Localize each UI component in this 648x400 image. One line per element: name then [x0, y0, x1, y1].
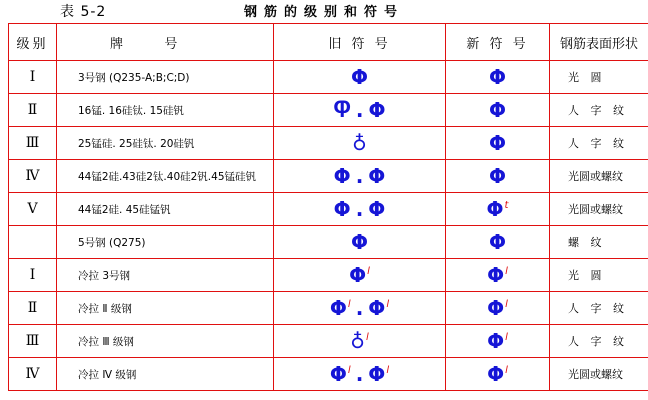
- cold-drawn-mark: l: [505, 299, 508, 311]
- table-row: [9, 94, 648, 127]
- cold-drawn-mark: l: [505, 266, 508, 278]
- header-grade: 级别: [9, 24, 57, 61]
- shape-cell: 螺 纹: [550, 226, 648, 259]
- new-symbol-cell: [446, 226, 550, 259]
- shape-cell: 光 圆: [550, 259, 648, 292]
- brand-cell: 冷拉 Ⅱ 级钢: [57, 292, 274, 325]
- grade-cell: Ⅱ: [9, 292, 57, 325]
- brand-cell: 冷拉 Ⅳ 级钢: [57, 358, 274, 391]
- table-row: [9, 325, 648, 358]
- table-row: [9, 61, 648, 94]
- shape-cell: 人 字 纹: [550, 325, 648, 358]
- brand-cell: 44锰2硅. 45硅锰钒: [57, 193, 274, 226]
- rebar-symbol: Φ: [487, 296, 505, 320]
- table-row: [9, 127, 648, 160]
- rebar-symbol: Φ: [488, 230, 506, 254]
- cold-drawn-mark: l: [505, 365, 508, 377]
- new-symbol-cell: [446, 193, 550, 226]
- old-symbol-cell: [274, 160, 446, 193]
- rebar-symbol: Φ: [349, 263, 367, 287]
- shape-cell: 光圆或螺纹: [550, 193, 648, 226]
- grade-cell: Ⅰ: [9, 61, 57, 94]
- old-symbol-cell: [274, 325, 446, 358]
- grade-cell: Ⅴ: [9, 193, 57, 226]
- table-row: [9, 226, 648, 259]
- table-title: 钢筋的级别和符号: [243, 5, 404, 20]
- table-body: [9, 61, 648, 391]
- rebar-symbol: Φ: [329, 362, 347, 386]
- symbol-separator: .: [355, 362, 364, 386]
- rebar-symbol: Φ: [350, 65, 368, 89]
- cold-drawn-mark: l: [386, 299, 390, 311]
- table-number: 表 5-2: [60, 4, 107, 20]
- rebar-symbol: Φ: [368, 296, 386, 320]
- rebar-symbol: ♁: [350, 329, 365, 353]
- brand-cell: 3号钢 (Q235-A;B;C;D): [57, 61, 274, 94]
- new-symbol-cell: [446, 127, 550, 160]
- shape-cell: 光圆或螺纹: [550, 160, 648, 193]
- rebar-symbol: Ⴔ: [333, 98, 351, 122]
- header-brand: [57, 24, 274, 61]
- rebar-symbol: ♁: [352, 131, 367, 155]
- shape-cell: 人 字 纹: [550, 94, 648, 127]
- rebar-symbol: Φ: [488, 131, 506, 155]
- new-symbol-cell: [446, 358, 550, 391]
- rebar-grade-table: [8, 23, 648, 391]
- header-new-symbol: 新 符 号: [446, 24, 550, 61]
- new-symbol-cell: [446, 61, 550, 94]
- grade-cell: Ⅳ: [9, 160, 57, 193]
- old-symbol-cell: [274, 259, 446, 292]
- rebar-symbol: Φ: [350, 230, 368, 254]
- table-row: [9, 259, 648, 292]
- cold-drawn-mark: l: [365, 332, 369, 344]
- old-symbol-cell: [274, 193, 446, 226]
- old-symbol-cell: [274, 94, 446, 127]
- cold-drawn-mark: l: [347, 299, 351, 311]
- header-brand-label: 牌 号: [110, 36, 178, 52]
- brand-cell: 冷拉 Ⅲ 级钢: [57, 325, 274, 358]
- new-symbol-cell: [446, 160, 550, 193]
- rebar-symbol: Φ: [487, 329, 505, 353]
- table-row: [9, 358, 648, 391]
- cold-drawn-mark: l: [367, 266, 370, 278]
- table-row: [9, 160, 648, 193]
- grade-cell: [9, 226, 57, 259]
- cold-drawn-mark: t: [504, 200, 509, 212]
- grade-cell: Ⅲ: [9, 325, 57, 358]
- symbol-separator: .: [355, 296, 364, 320]
- rebar-symbol: Φ: [487, 362, 505, 386]
- rebar-symbol: Φ: [333, 164, 351, 188]
- symbol-separator: .: [355, 98, 364, 122]
- rebar-symbol: Φ: [368, 164, 386, 188]
- rebar-symbol: Φ: [488, 65, 506, 89]
- brand-cell: 5号钢 (Q275): [57, 226, 274, 259]
- rebar-symbol: Φ: [488, 164, 506, 188]
- table-caption: [0, 0, 648, 20]
- table-row: [9, 193, 648, 226]
- old-symbol-cell: [274, 226, 446, 259]
- brand-cell: 25锰硅. 25硅钛. 20硅钒: [57, 127, 274, 160]
- rebar-symbol: Φ: [329, 296, 347, 320]
- rebar-symbol: Φ: [368, 98, 386, 122]
- new-symbol-cell: [446, 325, 550, 358]
- brand-cell: 44锰2硅.43硅2钛.40硅2钒.45锰硅钒: [57, 160, 274, 193]
- symbol-separator: .: [355, 197, 364, 221]
- new-symbol-cell: [446, 259, 550, 292]
- rebar-symbol: Φ: [368, 362, 386, 386]
- cold-drawn-mark: l: [386, 365, 390, 377]
- old-symbol-cell: [274, 61, 446, 94]
- cold-drawn-mark: l: [505, 332, 508, 344]
- new-symbol-cell: [446, 94, 550, 127]
- old-symbol-cell: [274, 292, 446, 325]
- shape-cell: 光圆或螺纹: [550, 358, 648, 391]
- rebar-symbol: Φ: [486, 197, 504, 221]
- old-symbol-cell: [274, 127, 446, 160]
- header-row: [9, 24, 648, 61]
- table-row: [9, 292, 648, 325]
- rebar-symbol: Φ: [333, 197, 351, 221]
- brand-cell: 冷拉 3号钢: [57, 259, 274, 292]
- grade-cell: Ⅲ: [9, 127, 57, 160]
- rebar-symbol: Φ: [488, 98, 506, 122]
- symbol-separator: .: [355, 164, 364, 188]
- rebar-symbol: Φ: [487, 263, 505, 287]
- header-old-symbol: 旧 符 号: [274, 24, 446, 61]
- grade-cell: Ⅳ: [9, 358, 57, 391]
- rebar-symbol: Φ: [368, 197, 386, 221]
- header-shape: 钢筋表面形状: [550, 24, 648, 61]
- cold-drawn-mark: l: [347, 365, 351, 377]
- grade-cell: Ⅰ: [9, 259, 57, 292]
- old-symbol-cell: [274, 358, 446, 391]
- grade-cell: Ⅱ: [9, 94, 57, 127]
- new-symbol-cell: [446, 292, 550, 325]
- brand-cell: 16锰. 16硅钛. 15硅钒: [57, 94, 274, 127]
- shape-cell: 人 字 纹: [550, 127, 648, 160]
- shape-cell: 光 圆: [550, 61, 648, 94]
- shape-cell: 人 字 纹: [550, 292, 648, 325]
